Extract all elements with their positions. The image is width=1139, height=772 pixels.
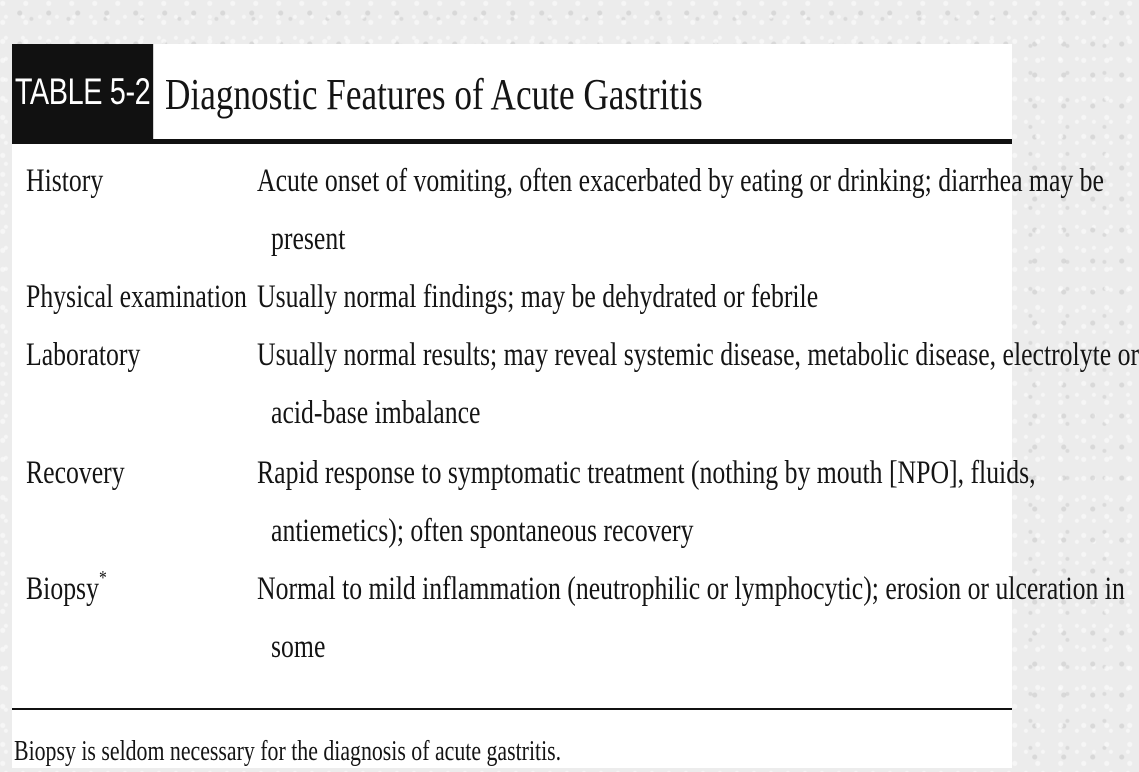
slide xyxy=(12,44,1139,768)
description-line: Acute onset of vomiting, often exacerbated by eating or drinking; diarrhea may be xyxy=(257,163,1104,199)
description-line: Usually normal findings; may be dehydrated or febrile xyxy=(257,279,819,315)
description-line: antiemetics); often spontaneous recovery xyxy=(271,513,694,549)
description-line: Rapid response to symptomatic treatment (nothing by mouth [NPO], fluids, xyxy=(257,455,1036,491)
feature-label: Biopsy* xyxy=(26,567,107,607)
table-row xyxy=(12,326,1139,444)
table-row xyxy=(12,268,1012,326)
feature-description xyxy=(257,152,1104,268)
table-number: TABLE 5-2 xyxy=(12,44,153,139)
feature-label: Physical examination xyxy=(26,279,247,315)
feature-description xyxy=(257,268,818,326)
feature-label: Recovery xyxy=(26,455,125,491)
feature-label: History xyxy=(26,163,104,199)
table-row xyxy=(12,560,1125,676)
footnote-divider xyxy=(12,708,1012,710)
features-table xyxy=(12,152,1139,676)
feature-label: Laboratory xyxy=(26,337,141,373)
feature-description xyxy=(257,560,1125,676)
footnote-marker: * xyxy=(98,567,107,589)
table-title: Diagnostic Features of Acute Gastritis xyxy=(165,70,703,119)
footnote: Biopsy is seldom necessary for the diagnosis of acute gastritis. xyxy=(14,736,562,767)
description-line: Usually normal results; may reveal systemic disease, metabolic disease, electrolyte or xyxy=(257,337,1139,373)
table-row xyxy=(12,444,1036,560)
description-line: acid-base imbalance xyxy=(271,395,481,431)
feature-description xyxy=(257,444,1036,560)
table-row xyxy=(12,152,1104,268)
description-line: some xyxy=(271,629,326,665)
description-line: Normal to mild inflammation (neutrophilic or lymphocytic); erosion or ulceration in xyxy=(257,571,1125,607)
table-header xyxy=(12,44,1012,144)
description-line: present xyxy=(271,221,346,257)
feature-description xyxy=(257,326,1139,442)
